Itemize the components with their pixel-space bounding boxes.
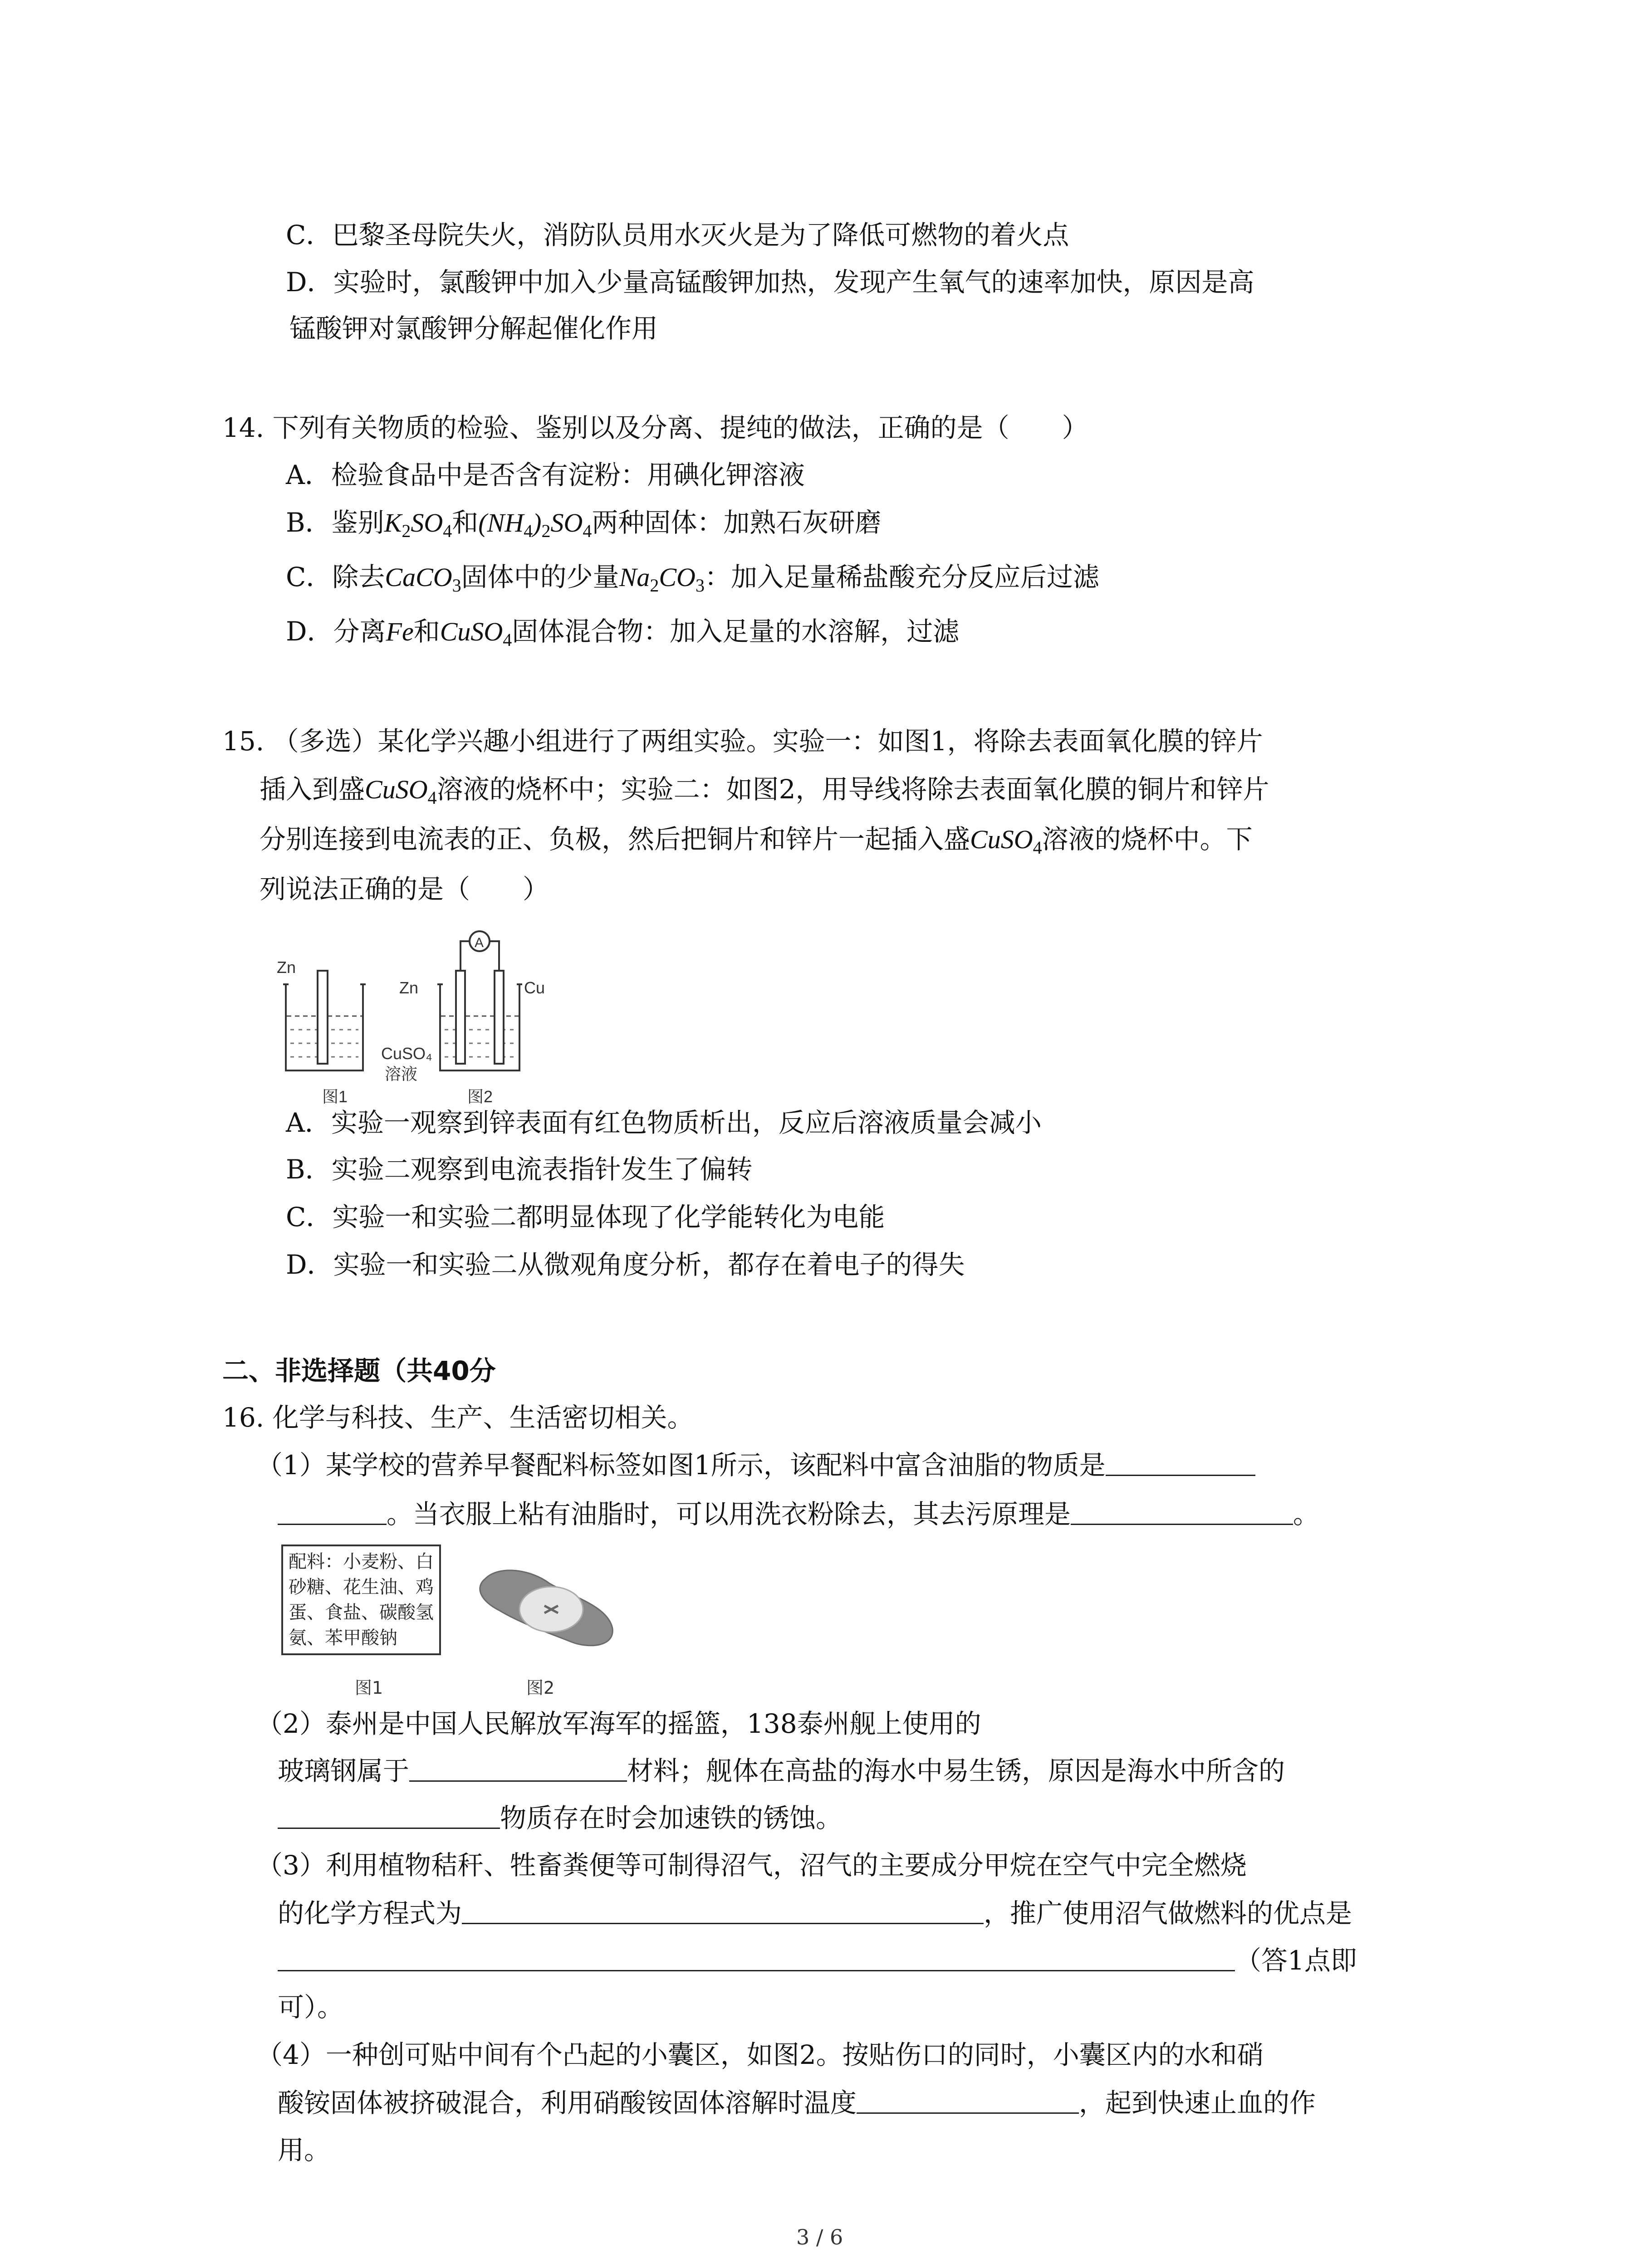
bandage-icon [472, 1560, 622, 1660]
q16-part1-line1: （1）某学校的营养早餐配料标签如图1所示，该配料中富含油脂的物质是 [256, 1447, 1255, 1483]
formula-cuso4: CuSO$_4$ [440, 617, 512, 650]
q16-part4-line3: 用。 [278, 2135, 331, 2165]
q15-beaker-figure [272, 921, 554, 1116]
q16-blank-4a[interactable] [857, 2085, 1079, 2114]
q16-part1-line2: 。当衣服上粘有油脂时，可以用洗衣粉除去，其去污原理是 。 [278, 1496, 1319, 1532]
q13-option-c: C．巴黎圣母院失火，消防队员用水灭火是为了降低可燃物的着火点 [286, 220, 1069, 250]
label-cu: Cu [524, 978, 545, 997]
q15-option-d: D．实验一和实验二从微观角度分析，都存在着电子的得失 [286, 1249, 965, 1280]
q15-option-a: A．实验一观察到锌表面有红色物质析出，反应后溶液质量会减小 [286, 1107, 1042, 1138]
q13-option-d-line1: D．实验时，氯酸钾中加入少量高锰酸钾加热，发现产生氧气的速率加快，原因是高 [286, 267, 1254, 298]
fig1-caption: 图1 [322, 1087, 348, 1106]
q16-fig1-caption: 图1 [355, 1678, 383, 1698]
q15-option-c: C．实验一和实验二都明显体现了化学能转化为电能 [286, 1202, 885, 1232]
q16-part4-line1: （4）一种创可贴中间有个凸起的小囊区，如图2。按贴伤口的同时，小囊区内的水和硝 [256, 2039, 1264, 2070]
ingredient-label-box: 配料：小麦粉、白 砂糖、花生油、鸡 蛋、食盐、碳酸氢 氨、苯甲酸钠 [281, 1545, 441, 1655]
beaker-2 [437, 931, 522, 1070]
q16-fig2-caption: 图2 [526, 1678, 555, 1698]
q16-part3-line1: （3）利用植物秸秆、牲畜粪便等可制得沼气，沼气的主要成分甲烷在空气中完全燃烧 [256, 1850, 1247, 1881]
section-2-heading: 二、非选择题（共40分 [222, 1355, 496, 1386]
formula-fe: Fe [386, 617, 414, 646]
q16-blank-1a[interactable] [1106, 1447, 1255, 1476]
q16-part2-line2: 玻璃钢属于 材料；舰体在高盐的海水中易生锈，原因是海水中所含的 [278, 1753, 1285, 1789]
q16-part2-line3: 物质存在时会加速铁的锈蚀。 [278, 1800, 842, 1836]
copper-strip [495, 971, 504, 1064]
q16-part3-line4: 可）。 [278, 1992, 344, 2023]
q16-blank-3a[interactable] [462, 1896, 984, 1924]
formula-na2co3: $Na_2CO_3$ [619, 562, 705, 596]
formula-nh42so4: $(NH_4)_2SO_4$ [478, 508, 592, 541]
label-ammeter: A [475, 935, 484, 950]
q16-part3-line3: （答1点即 [278, 1942, 1357, 1979]
q16-blank-2a[interactable] [409, 1753, 627, 1782]
q13-option-d-line2: 锰酸钾对氯酸钾分解起催化作用 [289, 313, 658, 344]
q16-blank-1c[interactable] [1071, 1496, 1293, 1525]
formula-k2so4: $K_2SO_4$ [384, 508, 452, 541]
q15-stem-line4: 列说法正确的是（ ） [260, 874, 549, 904]
page-number: 3 / 6 [796, 2225, 843, 2249]
q16-blank-1b[interactable] [278, 1496, 387, 1525]
q14-option-d: D．分离Fe和CuSO$_4$固体混合物：加入足量的水溶解，过滤 [286, 616, 960, 650]
q16-part2-line1: （2）泰州是中国人民解放军海军的摇篮，138泰州舰上使用的 [256, 1708, 981, 1739]
q16-blank-2b[interactable] [278, 1800, 500, 1829]
zinc-strip-2 [456, 971, 465, 1064]
q14-stem: 14. 下列有关物质的检验、鉴别以及分离、提纯的做法，正确的是（ ） [222, 412, 1088, 443]
label-zn-1: Zn [277, 958, 296, 977]
q16-blank-3b[interactable] [278, 1943, 1235, 1971]
formula-caco3: CaCO$_3$ [385, 562, 461, 596]
q16-part3-line2: 的化学方程式为 ，推广使用沼气做燃料的优点是 [278, 1895, 1352, 1931]
q15-stem-line1: 15. （多选）某化学兴趣小组进行了两组实验。实验一：如图1，将除去表面氧化膜的锌片 [222, 726, 1263, 757]
zinc-strip-1 [318, 971, 328, 1064]
q15-stem-line3: 分别连接到电流表的正、负极，然后把铜片和锌片一起插入盛CuSO$_4$溶液的烧杯中。下 [260, 824, 1253, 858]
q14-option-b: B．鉴别$K_2SO_4$和$(NH_4)_2SO_4$两种固体：加熟石灰研磨 [286, 507, 882, 541]
label-zn-2: Zn [399, 978, 419, 997]
q14-option-a: A．检验食品中是否含有淀粉：用碘化钾溶液 [286, 459, 805, 490]
q15-option-b: B．实验二观察到电流表指针发生了偏转 [286, 1154, 753, 1185]
q16-part4-line2: 酸铵固体被挤破混合，利用硝酸铵固体溶解时温度 ，起到快速止血的作 [278, 2085, 1316, 2121]
q14-option-c: C．除去CaCO$_3$固体中的少量$Na_2CO_3$：加入足量稀盐酸充分反应后过滤 [286, 562, 1099, 596]
q16-stem: 16. 化学与科技、生产、生活密切相关。 [222, 1402, 694, 1433]
fig2-caption: 图2 [467, 1087, 493, 1106]
label-solution-2: 溶液 [385, 1065, 418, 1083]
label-solution: CuSO₄ [381, 1044, 432, 1063]
q15-stem-line2: 插入到盛CuSO$_4$溶液的烧杯中；实验二：如图2，用导线将除去表面氧化膜的铜片和锌片 [260, 774, 1269, 808]
beaker-1 [283, 971, 366, 1070]
